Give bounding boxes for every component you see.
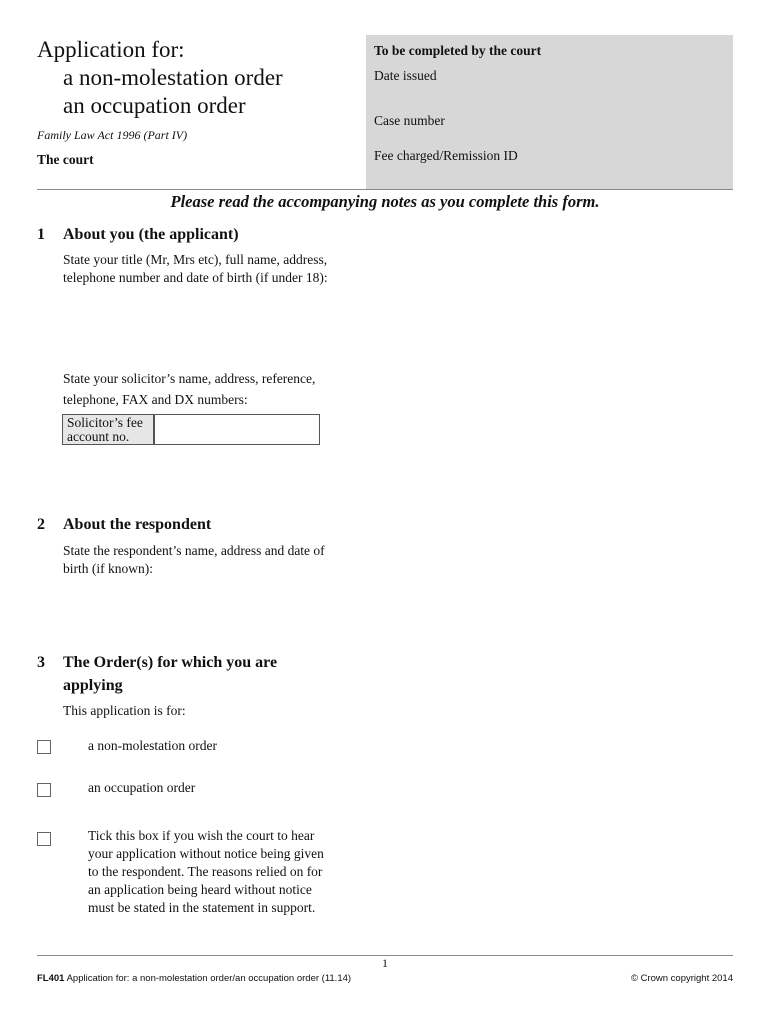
page-number: 1 (382, 956, 388, 970)
applicant-prompt-line2: telephone number and date of birth (if under 18): (63, 270, 328, 285)
without-notice-line2: your application without notice being given (88, 846, 324, 861)
respondent-prompt-line2: birth (if known): (63, 561, 153, 576)
respondent-details-field[interactable] (366, 538, 733, 638)
date-issued-label: Date issued (374, 68, 437, 83)
section-2-title: About the respondent (63, 516, 212, 533)
form-code: FL401 (37, 973, 65, 984)
instructions-notice: Please read the accompanying notes as you complete this form. (170, 192, 600, 211)
copyright-notice: © Crown copyright 2014 (630, 973, 733, 984)
form-title-line2: a non-molestation order (63, 65, 283, 90)
fee-label-line1: Solicitor’s fee (67, 415, 143, 430)
solicitor-prompt-line1: State your solicitor’s name, address, reference, (63, 371, 316, 386)
court-use-box (366, 35, 733, 189)
case-number-label: Case number (374, 113, 445, 128)
without-notice-checkbox[interactable] (37, 832, 51, 846)
section-3-title-line1: The Order(s) for which you are (63, 654, 278, 671)
fee-charged-label: Fee charged/Remission ID (374, 148, 518, 163)
solicitor-prompt-line2: telephone, FAX and DX numbers: (63, 392, 248, 407)
section-3-number: 3 (37, 654, 45, 671)
section-3-intro: This application is for: (63, 703, 186, 718)
section-3-title-line2: applying (63, 677, 123, 694)
fee-label-line2: account no. (67, 429, 130, 444)
solicitor-fee-account-input[interactable] (154, 414, 320, 445)
applicant-prompt-line1: State your title (Mr, Mrs etc), full name, address, (63, 252, 328, 267)
court-label: The court (37, 152, 94, 167)
non-molestation-checkbox[interactable] (37, 740, 51, 754)
court-box-heading: To be completed by the court (374, 43, 542, 58)
section-2-number: 2 (37, 516, 45, 533)
solicitor-details-field[interactable] (366, 366, 733, 496)
applicant-details-field[interactable] (366, 248, 733, 358)
respondent-prompt-line1: State the respondent’s name, address and date of (63, 543, 325, 558)
form-title-line1: Application for: (37, 37, 185, 62)
occupation-order-option-label: an occupation order (88, 780, 196, 795)
without-notice-option-text (88, 827, 324, 917)
act-reference: Family Law Act 1996 (Part IV) (37, 128, 188, 142)
header-divider (37, 189, 733, 190)
occupation-order-checkbox[interactable] (37, 783, 51, 797)
form-title-line3: an occupation order (63, 93, 246, 118)
without-notice-line5: must be stated in the statement in support. (88, 900, 316, 915)
solicitor-fee-account-label (62, 414, 154, 445)
non-molestation-option-label: a non-molestation order (88, 738, 217, 753)
section-1-number: 1 (37, 226, 45, 243)
section-1-title: About you (the applicant) (63, 226, 239, 243)
footer-form-reference (37, 973, 351, 984)
without-notice-line1: Tick this box if you wish the court to hear (88, 828, 315, 843)
form-title-footer: Application for: a non-molestation order/an occupation order (11.14) (66, 973, 352, 984)
without-notice-line4: an application being heard without notice (88, 882, 312, 897)
without-notice-line3: to the respondent. The reasons relied on for (88, 864, 323, 879)
